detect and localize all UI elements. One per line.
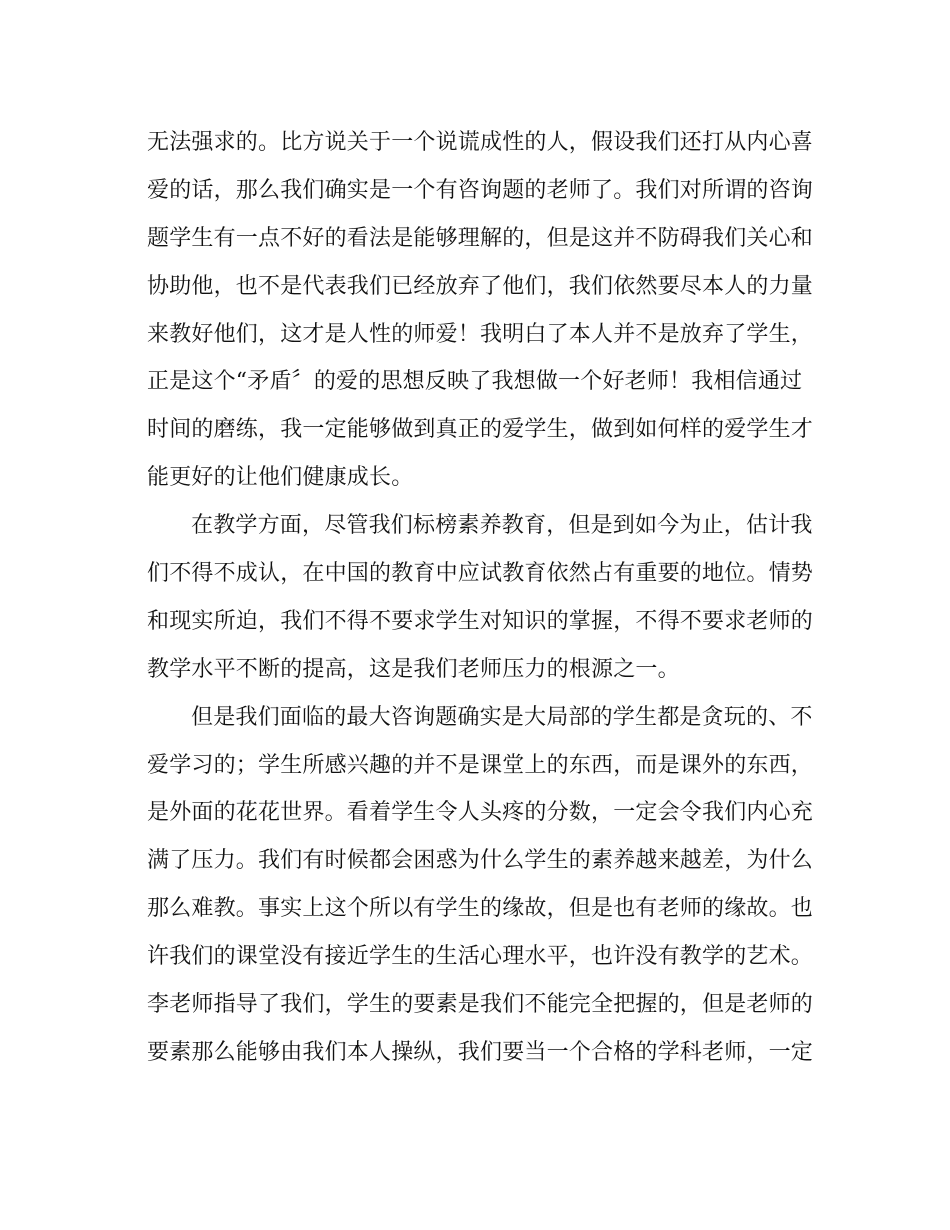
paragraph xyxy=(147,694,814,1077)
text-line: 来教好他们，这才是人性的师爱！我明白了本人并不是放弃了学生， xyxy=(147,321,814,347)
document-text-body xyxy=(147,119,814,1077)
text-line: 但是我们面临的最大咨询题确实是大局部的学生都是贪玩的、不 xyxy=(191,704,813,730)
text-line: 能更好的让他们健康成长。 xyxy=(147,465,414,491)
text-line: 题学生有一点不好的看法是能够理解的，但是这并不防碍我们关心和 xyxy=(147,225,814,251)
text-line: 和现实所迫，我们不得不要求学生对知识的掌握，不得不要求老师的 xyxy=(147,608,814,634)
text-line: 满了压力。我们有时候都会困惑为什么学生的素养越来越差，为什么 xyxy=(147,848,814,874)
text-line: 在教学方面，尽管我们标榜素养教育，但是到如今为止，估计我 xyxy=(191,513,813,539)
text-line: 协助他，也不是代表我们已经放弃了他们，我们依然要尽本人的力量 xyxy=(147,273,814,299)
text-line: 爱学习的；学生所感兴趣的并不是课堂上的东西，而是课外的东西， xyxy=(147,752,814,778)
text-line: 是外面的花花世界。看着学生令人头疼的分数，一定会令我们内心充 xyxy=(147,800,814,826)
text-line: 教学水平不断的提高，这是我们老师压力的根源之一。 xyxy=(147,656,680,682)
text-line: 要素那么能够由我们本人操纵，我们要当一个合格的学科老师，一定 xyxy=(147,1039,814,1065)
text-line: 们不得不成认，在中国的教育中应试教育依然占有重要的地位。情势 xyxy=(147,561,814,587)
text-line: 李老师指导了我们，学生的要素是我们不能完全把握的，但是老师的 xyxy=(147,992,814,1018)
text-line: 那么难教。事实上这个所以有学生的缘故，但是也有老师的缘故。也 xyxy=(147,896,814,922)
text-line: 爱的话，那么我们确实是一个有咨询题的老师了。我们对所谓的咨询 xyxy=(147,177,814,203)
paragraph xyxy=(147,502,814,694)
text-line: 无法强求的。比方说关于一个说谎成性的人，假设我们还打从内心喜 xyxy=(147,130,814,155)
text-line: 许我们的课堂没有接近学生的生活心理水平，也许没有教学的艺术。 xyxy=(147,944,814,970)
text-line: 时间的磨练，我一定能够做到真正的爱学生，做到如何样的爱学生才 xyxy=(147,417,814,443)
paragraph xyxy=(147,119,814,502)
text-line: 正是这个“矛盾〞的爱的思想反映了我想做一个好老师！我相信通过 xyxy=(147,369,803,395)
